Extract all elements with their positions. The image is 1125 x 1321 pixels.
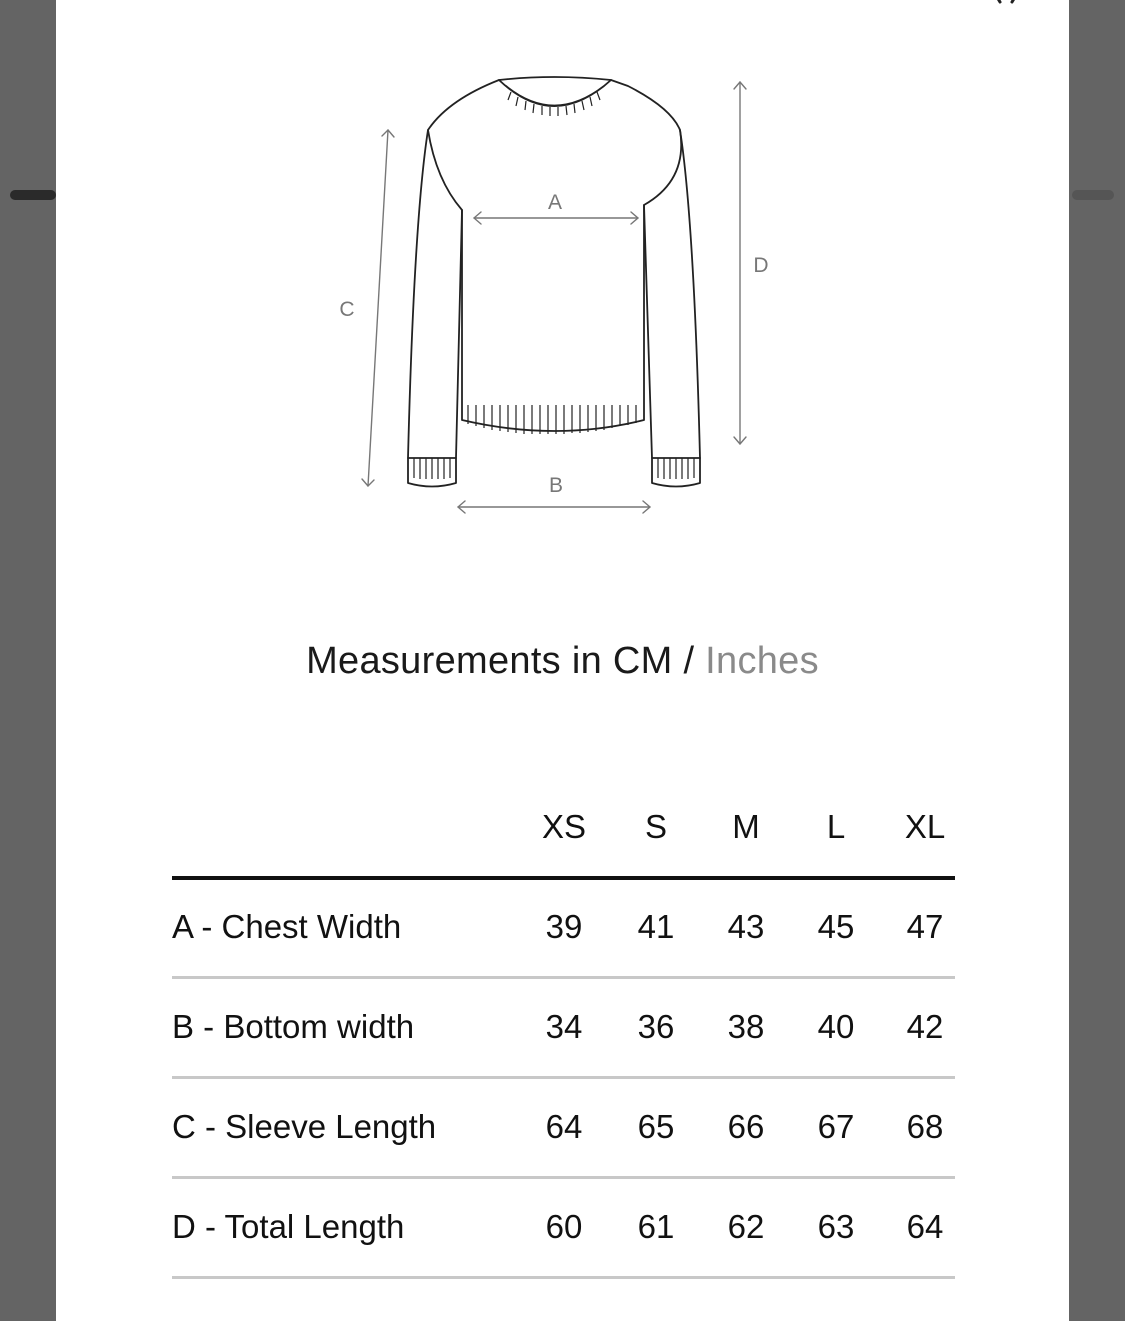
- row-divider: [172, 1076, 955, 1079]
- size-header-xl: XL: [904, 808, 946, 845]
- table-cell: 45: [817, 908, 855, 945]
- arrow-c: [368, 130, 388, 486]
- unit-inches-toggle[interactable]: Inches: [705, 640, 819, 682]
- table-cell: 64: [545, 1108, 583, 1145]
- close-icon[interactable]: [986, 0, 1026, 10]
- table-cell: 66: [727, 1108, 765, 1145]
- row-label-total-length: D - Total Length: [172, 1208, 405, 1245]
- table-cell: 61: [637, 1208, 675, 1245]
- row-divider: [172, 1276, 955, 1279]
- label-c: C: [339, 298, 355, 321]
- table-cell: 39: [545, 908, 583, 945]
- label-b: B: [548, 474, 564, 497]
- table-cell: 40: [817, 1008, 855, 1045]
- size-guide-sheet: [56, 0, 1069, 1321]
- measurements-heading: [56, 640, 1069, 683]
- row-divider: [172, 976, 955, 979]
- size-header-s: S: [644, 808, 667, 845]
- table-cell: 63: [817, 1208, 855, 1245]
- left-sleeve: [408, 130, 462, 458]
- header-divider: [172, 876, 955, 880]
- table-cell: 36: [637, 1008, 675, 1045]
- size-header-xs: XS: [541, 808, 587, 845]
- unit-cm-toggle[interactable]: Measurements in CM: [306, 640, 673, 682]
- table-cell: 68: [906, 1108, 944, 1145]
- table-cell: 38: [727, 1008, 765, 1045]
- row-label-chest-width: A - Chest Width: [172, 908, 402, 945]
- sweater-outline: [428, 77, 681, 431]
- table-cell: 67: [817, 1108, 855, 1145]
- table-cell: 34: [545, 1008, 583, 1045]
- table-cell: 64: [906, 1208, 944, 1245]
- table-cell: 47: [906, 908, 944, 945]
- size-header-m: M: [732, 808, 760, 845]
- label-d: D: [753, 254, 769, 277]
- table-cell: 65: [637, 1108, 675, 1145]
- table-cell: 41: [637, 908, 675, 945]
- table-cell: 43: [727, 908, 765, 945]
- collar: [499, 80, 611, 106]
- table-cell: 60: [545, 1208, 583, 1245]
- sweater-diagram: [56, 0, 1069, 560]
- row-label-sleeve-length: C - Sleeve Length: [172, 1108, 437, 1145]
- unit-separator: /: [683, 640, 695, 682]
- left-drag-handle[interactable]: [10, 190, 56, 200]
- table-cell: 62: [727, 1208, 765, 1245]
- right-drag-handle[interactable]: [1072, 190, 1114, 200]
- size-header-l: L: [826, 808, 846, 845]
- row-divider: [172, 1176, 955, 1179]
- table-cell: 42: [906, 1008, 944, 1045]
- label-a: A: [547, 191, 563, 214]
- row-label-bottom-width: B - Bottom width: [172, 1008, 415, 1045]
